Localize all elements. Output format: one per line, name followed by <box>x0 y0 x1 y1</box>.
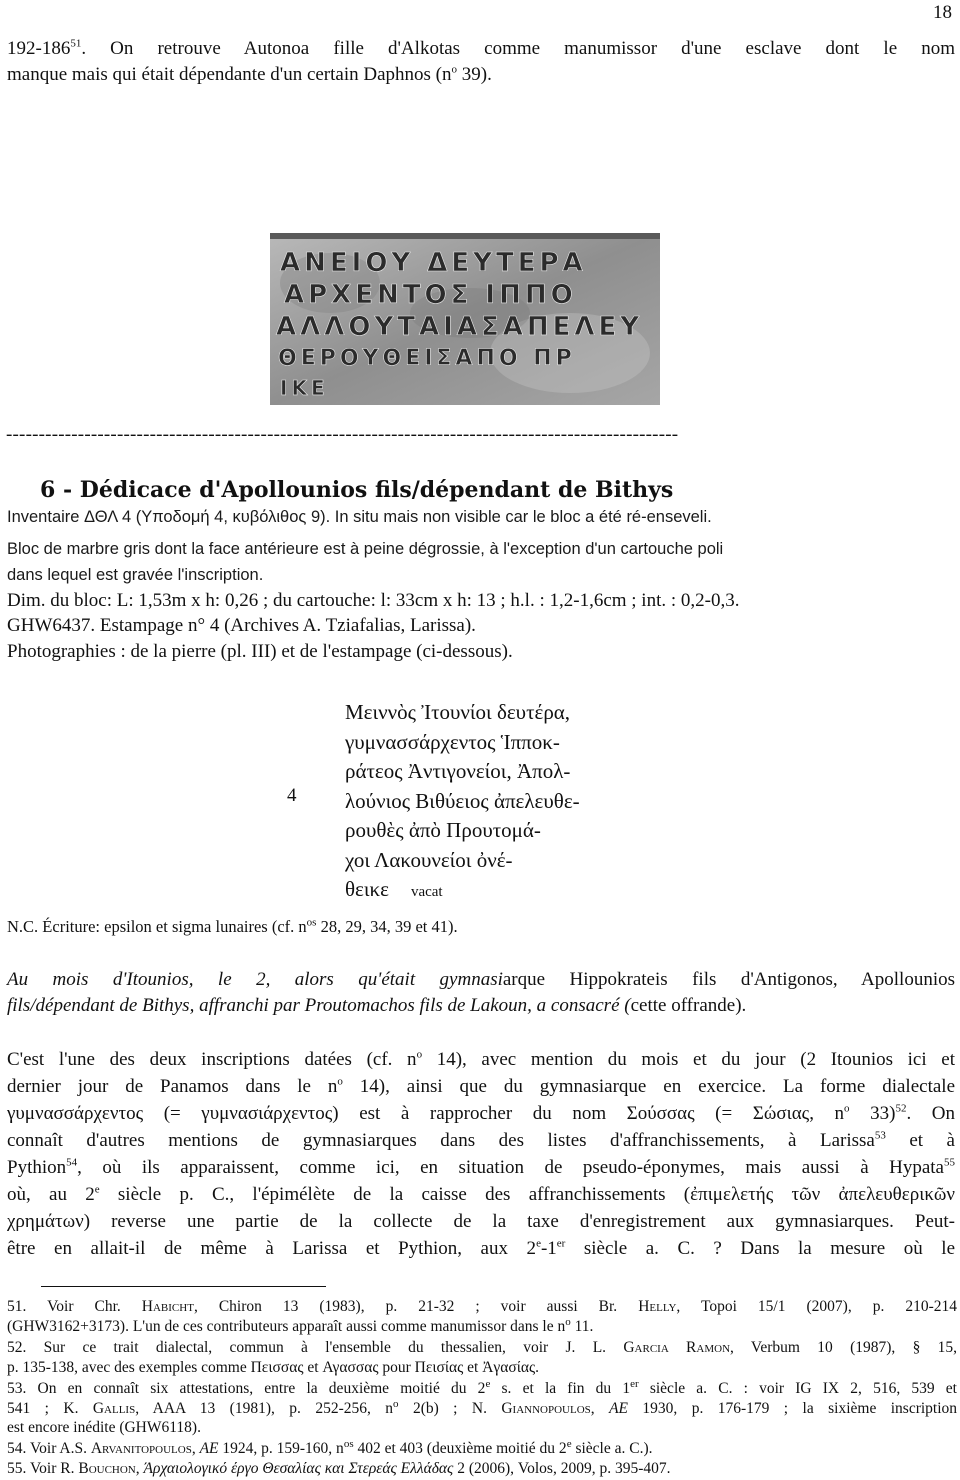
commentary-line-5: Pythion$^{54}$, où ils apparaissent, comme ici, en situation de pseudo-éponymes, mais aussi à Hypata$^{55}$ <box>7 1156 955 1178</box>
stone-inscription-line-4: ΘΕΡΟΥΘΕΙΣΑΠΟ ΠΡ <box>278 346 576 371</box>
footnote-53-line-1: 53. On en connaît six attestations, entre la deuxième moitié du 2e s. et la fin du 1er siècle a. C. : voir IG IX 2, 516, 539 et <box>7 1377 957 1397</box>
critical-notes: N.C. Écriture: epsilon et sigma lunaires (cf. $n^{os}$ 28, 29, 34, 39 et 41). <box>7 916 458 936</box>
greek-line: Μειννὸς Ἰτουνίοι δευτέρα, <box>345 700 571 724</box>
stone-inscription-line-3: ΑΛΛΟΥΤΑΙΑΣΑΠΕΛΕΥ <box>276 312 644 342</box>
footnote-52-line-1: 52. Sur ce trait dialectal, commun à l'ensemble du thessalien, voir J. L. Garcia Ramon, Verbum 10 (1987), § 15, <box>7 1339 957 1356</box>
translation-line-1: Au mois d'Itounios, le 2, alors qu'était gymnasiarque Hippokrateis fils d'Antigonos, Apollounios <box>7 969 956 990</box>
intro-line-1: $192-186^{51}$. On retrouve Autonoa fille d'Alkotas comme manumissor d'une esclave dont le nom <box>7 37 955 59</box>
separator-dashes: ------------------------------------------------------------------------------------------------------- <box>6 424 679 445</box>
page-number: 18 <box>933 2 952 23</box>
commentary-line-4: connaît d'autres mentions de gymnasiarques dans des listes d'affranchissements, à Larissa$^{53}$ et à <box>7 1129 955 1151</box>
entry-photographs: Photographies : de la pierre (pl. III) et de l'estampage (ci-dessous). <box>7 641 513 662</box>
stone-inscription-line-1: ΑΝΕΙΟΥ ΔΕΥΤΕΡΑ <box>280 248 587 278</box>
greek-line: ρουθὲς ἀπὸ Προυτομά- <box>345 818 541 842</box>
greek-line: χοι Λακουνείοι ὀνέ- <box>345 847 513 872</box>
greek-line: ράτεος Ἀντιγονείοι, Ἀπολ- <box>345 759 571 783</box>
greek-line: λούνιος Βιθύειος ἀπελευθε- <box>345 788 580 813</box>
greek-inscription-text <box>345 698 580 908</box>
entry-description-line-2: dans lequel est gravée l'inscription. <box>7 566 264 584</box>
greek-line: γυμνασσάρχεντος Ἱπποκ- <box>345 729 560 754</box>
stone-photo-image <box>270 233 660 405</box>
vacat-mark: vacat <box>410 884 443 900</box>
entry-references: GHW6437. Estampage n° 4 (Archives A. Tziafalias, Larissa). <box>7 615 476 636</box>
greek-line: θεικε vacat <box>345 877 443 901</box>
footnote-53-line-2: 541 ; K. Gallis, AAA 13 (1981), p. 252-256, $n^o$ 2(b) ; N. Giannopoulos, AE 1930, p. 176-179 ; la sixième inscription <box>7 1397 958 1417</box>
entry-inventory-line: Inventaire ΔΘΛ 4 (Υποδομή 4, κυβόλιθος 9). In situ mais non visible car le bloc a été ré-enseveli. <box>7 508 712 526</box>
footnote-rule <box>41 1286 326 1287</box>
intro-line-2: manque mais qui était dépendante d'un certain Daphnos ($n^o$ 39). <box>7 63 492 85</box>
commentary-line-7: χρημάτων) reverse une partie de la collecte de la taxe d'enregistrement aux gymnasiarques. Peut- <box>7 1211 955 1232</box>
stone-inscription-line-5: ΙΚΕ <box>280 376 329 400</box>
greek-line-number: 4 <box>287 785 297 806</box>
commentary-line-3: γυμνασσάρχεντος (= γυμνασιάρχεντος) est à rapprocher du nom Σούσσας (= Σώσιας, $n^o$ 33)$^{52}$. On <box>7 1102 955 1124</box>
footnote-51-line-2: (GHW3162+3173). L'un de ces contributeurs apparaît aussi comme manumissor dans le $n^o$ 11. <box>7 1315 594 1335</box>
entry-dimensions: Dim. du bloc: L: 1,53m x h: 0,26 ; du cartouche: l: 33cm x h: 13 ; h.l. : 1,2-1,6cm ; int. : 0,2-0,3. <box>7 590 740 611</box>
footnote-55: 55. Voir R. Bouchon, Άρχαιολογικό έργο Θεσαλίας και Στερεάς Ελλάδας 2 (2006), Volos, 2009, p. 395-407. <box>7 1460 671 1477</box>
entry-description-line-1: Bloc de marbre gris dont la face antérieure est à peine dégrossie, à l'exception d'un cartouche poli <box>7 540 724 558</box>
commentary-line-1: C'est l'une des deux inscriptions datées (cf. $n^o$ 14), avec mention du mois et du jour (2 Itounios ici et <box>7 1048 955 1070</box>
footnote-52-line-2: p. 135-138, avec des exemples comme Πεισσας et Αγασσας pour Πεισίας et Ἀγασίας. <box>7 1359 540 1376</box>
stone-inscription-line-2: ΑΡΧΕΝΤΟΣ ΙΠΠΟ <box>284 280 577 310</box>
commentary-line-6: où, au 2e siècle p. C., l'épimélète de la caisse des affranchissements (ἐπιμελετής τῶν ἀπελευθερικῶν <box>7 1183 956 1205</box>
stone-photograph <box>270 233 660 405</box>
section-title: 6 - Dédicace d'Apollounios fils/dépendant de Bithys <box>40 477 674 503</box>
translation-line-2: fils/dépendant de Bithys, affranchi par Proutomachos fils de Lakoun, a consacré (cette offrande). <box>7 995 747 1016</box>
footnote-54: 54. Voir A.S. Arvanitopoulos, AE 1924, p. 159-160, $n^{os}$ 402 et 403 (deuxième moitié du 2e siècle a. C.). <box>7 1437 653 1457</box>
footnote-51-line-1: 51. Voir Chr. Habicht, Chiron 13 (1983), p. 21-32 ; voir aussi Br. Helly, Topoi 15/1 (2007), p. 210-214 <box>7 1298 957 1315</box>
footnote-53-line-3: est encore inédite (GHW6118). <box>7 1419 201 1436</box>
commentary-line-2: dernier jour de Panamos dans le $n^o$ 14), ainsi que du gymnasiarque en exercice. La forme dialectale <box>7 1075 955 1097</box>
commentary-line-8: être en allait-il de même à Larissa et Pythion, aux 2e-1er siècle a. C. ? Dans la mesure où le <box>7 1237 955 1259</box>
